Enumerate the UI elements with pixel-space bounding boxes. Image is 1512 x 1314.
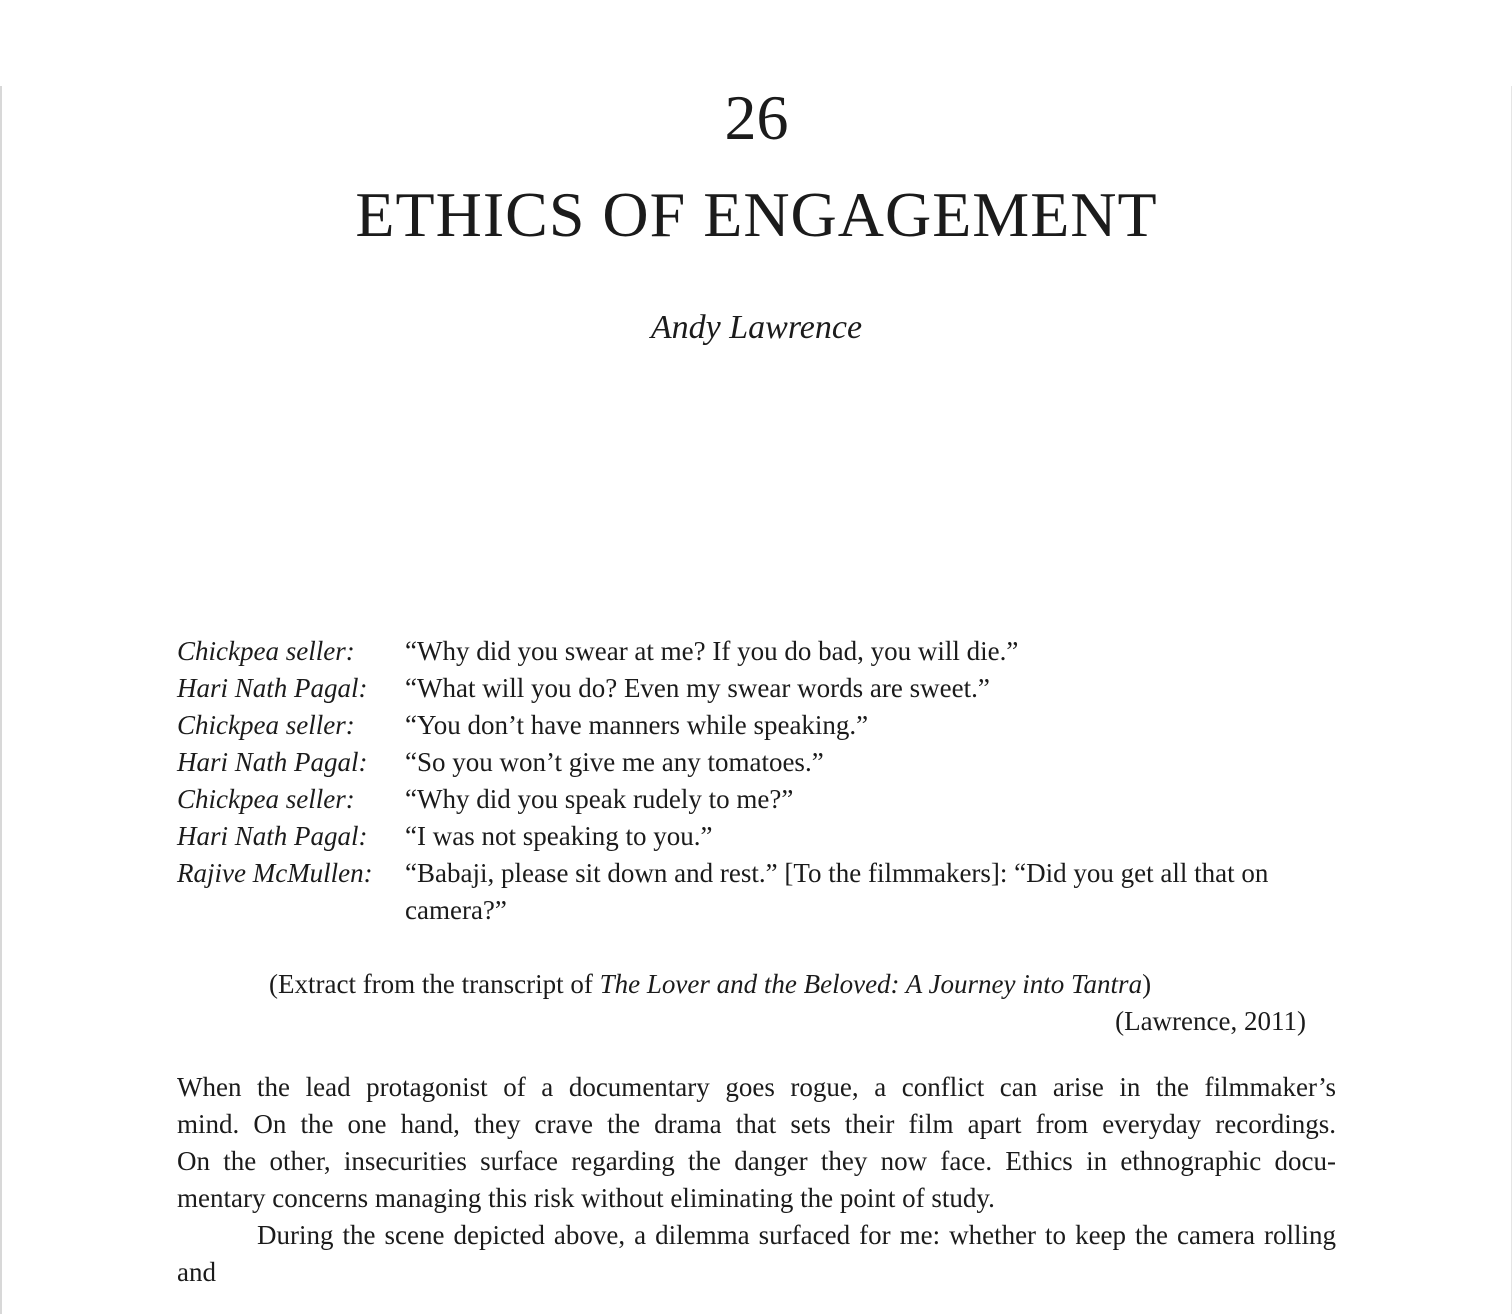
dialogue-speaker: Hari Nath Pagal: — [177, 673, 368, 703]
dialogue-speech: “I was not speaking to you.” — [405, 821, 713, 851]
dialogue-row — [177, 781, 1336, 818]
dialogue-speaker: Rajive McMullen: — [177, 858, 373, 888]
dialogue-transcript — [177, 633, 1336, 929]
chapter-title: ETHICS OF ENGAGEMENT — [355, 179, 1158, 250]
citation: (Lawrence, 2011) — [1115, 1006, 1306, 1036]
partial-next-line: During the scene depicted above, a dilemma surfaced for me: whether to keep the camera rolling and — [177, 1220, 1336, 1287]
dialogue-row — [177, 744, 1336, 781]
body-line: When the lead protagonist of a documentary goes rogue, a conflict can arise in the filmmaker’s — [177, 1072, 1336, 1102]
chapter-number: 26 — [724, 82, 789, 153]
extract-attribution — [177, 966, 1336, 1003]
body-line: On the other, insecurities surface regarding the danger they now face. Ethics in ethnographic docu- — [177, 1146, 1336, 1176]
dialogue-row — [177, 670, 1336, 707]
dialogue-speaker: Hari Nath Pagal: — [177, 747, 368, 777]
dialogue-speaker: Chickpea seller: — [177, 636, 355, 666]
dialogue-row — [177, 633, 1336, 670]
dialogue-speech: “So you won’t give me any tomatoes.” — [405, 747, 824, 777]
body-line: mind. On the one hand, they crave the drama that sets their film apart from everyday recordings. — [177, 1109, 1336, 1139]
dialogue-speech: “Why did you speak rudely to me?” — [405, 784, 794, 814]
dialogue-speech: “Why did you swear at me? If you do bad, you will die.” — [405, 636, 1019, 666]
film-title: The Lover and the Beloved: A Journey into Tantra — [599, 969, 1143, 999]
book-page — [0, 82, 1512, 1314]
dialogue-speaker: Hari Nath Pagal: — [177, 821, 368, 851]
dialogue-row — [177, 707, 1336, 744]
dialogue-speech: “You don’t have manners while speaking.” — [405, 710, 869, 740]
extract-suffix: ) — [1142, 969, 1152, 999]
dialogue-speech: “Babaji, please sit down and rest.” [To the filmmakers]: “Did you get all that on camera?” — [405, 858, 1269, 925]
chapter-author: Andy Lawrence — [650, 309, 863, 346]
dialogue-speaker: Chickpea seller: — [177, 710, 355, 740]
dialogue-speaker: Chickpea seller: — [177, 784, 355, 814]
body-paragraph — [177, 1069, 1336, 1287]
dialogue-row — [177, 818, 1336, 855]
extract-prefix: (Extract from the transcript of — [269, 969, 600, 999]
body-line: mentary concerns managing this risk without eliminating the point of study. — [177, 1183, 995, 1213]
dialogue-speech: “What will you do? Even my swear words are sweet.” — [405, 673, 990, 703]
dialogue-row — [177, 855, 1336, 929]
